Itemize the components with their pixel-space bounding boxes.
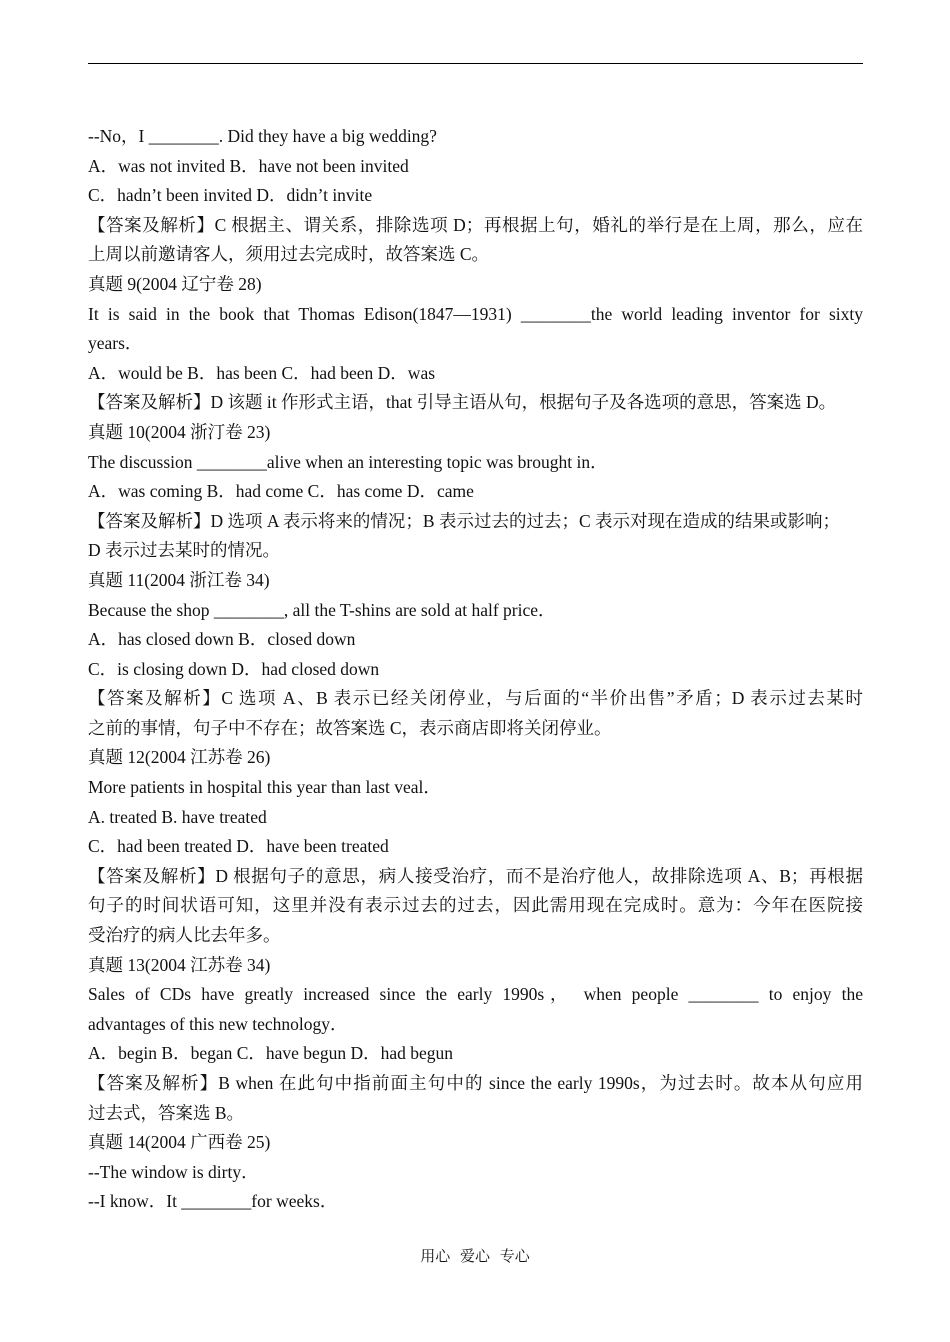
text-line: 【答案及解析】B when 在此句中指前面主句中的 since the early 1990s，为过去时。故本从句应用 <box>88 1073 863 1093</box>
text-line: C．had been treated D．have been treated <box>88 836 389 857</box>
text-line: 受治疗的病人比去年多。 <box>88 925 281 946</box>
text-line: C．is closing down D．had closed down <box>88 658 380 679</box>
text-line: 过去式，答案选 B。 <box>88 1102 245 1123</box>
text-line: A．was coming B．had come C．has come D．came <box>88 481 474 502</box>
text-line: The discussion ________alive when an interesting topic was brought in． <box>88 451 608 472</box>
text-line: C．hadn’t been invited D．didn’t invite <box>88 185 373 206</box>
text-line: --The window is dirty． <box>88 1161 259 1182</box>
text-line: 真题 13(2004 江苏卷 34) <box>88 954 271 975</box>
text-line: It is said in the book that Thomas Edison(1847—1931) ________the world leading inventor for sixty <box>88 303 863 324</box>
text-line: 句子的时间状语可知，这里并没有表示过去的过去，因此需用现在完成时。意为：今年在医院接 <box>88 895 863 916</box>
text-line: --I know．It ________for weeks． <box>88 1191 338 1212</box>
text-line: A．has closed down B．closed down <box>88 629 356 650</box>
text-line: A．would be B．has been C．had been D．was <box>88 362 436 383</box>
header-rule <box>88 63 863 64</box>
text-line: --No，I ________. Did they have a big wedding? <box>88 126 437 146</box>
text-line: A. treated B. have treated <box>88 806 267 827</box>
text-line: 【答案及解析】D 选项 A 表示将来的情况；B 表示过去的过去；C 表示对现在造成的结果或影响； <box>88 510 841 531</box>
text-line: More patients in hospital this year than last veal． <box>88 777 441 798</box>
text-line: D 表示过去某时的情况。 <box>88 540 281 561</box>
text-line: 真题 11(2004 浙江卷 34) <box>88 569 270 590</box>
text-line: 上周以前邀请客人，须用过去完成时，故答案选 C。 <box>88 244 490 265</box>
text-line: Sales of CDs have greatly increased since the early 1990s， when people ________ to enjoy the <box>88 984 863 1005</box>
text-line: years． <box>88 333 143 354</box>
text-line: 真题 14(2004 广西卷 25) <box>88 1132 271 1153</box>
text-line: 之前的事情，句子中不存在；故答案选 C，表示商店即将关闭停业。 <box>88 717 612 738</box>
document-body <box>88 122 863 1217</box>
text-line: 【答案及解析】C 选项 A、B 表示已经关闭停业，与后面的“半价出售”矛盾；D 表示过去某时 <box>88 688 863 709</box>
page-footer: 用心 爱心 专心 <box>420 1249 530 1265</box>
text-line: 真题 10(2004 浙汀卷 23) <box>88 421 271 442</box>
text-line: 【答案及解析】C 根据主、谓关系，排除选项 D；再根据上句，婚礼的举行是在上周，那么，应在 <box>88 214 863 235</box>
text-line: A．was not invited B．have not been invited <box>88 155 409 176</box>
text-line: A．begin B．began C．have begun D．had begun <box>88 1043 453 1064</box>
text-line: Because the shop ________, all the T-shins are sold at half price． <box>88 599 556 620</box>
text-line: advantages of this new technology． <box>88 1013 348 1034</box>
text-line: 真题 12(2004 江苏卷 26) <box>88 747 271 768</box>
text-line: 【答案及解析】D 根据句子的意思，病人接受治疗，而不是治疗他人，故排除选项 A、B；再根据 <box>88 865 863 886</box>
text-line: 真题 9(2004 辽宁卷 28) <box>88 273 262 294</box>
text-line: 【答案及解析】D 该题 it 作形式主语，that 引导主语从句，根据句子及各选项的意思，答案选 D。 <box>88 392 837 413</box>
